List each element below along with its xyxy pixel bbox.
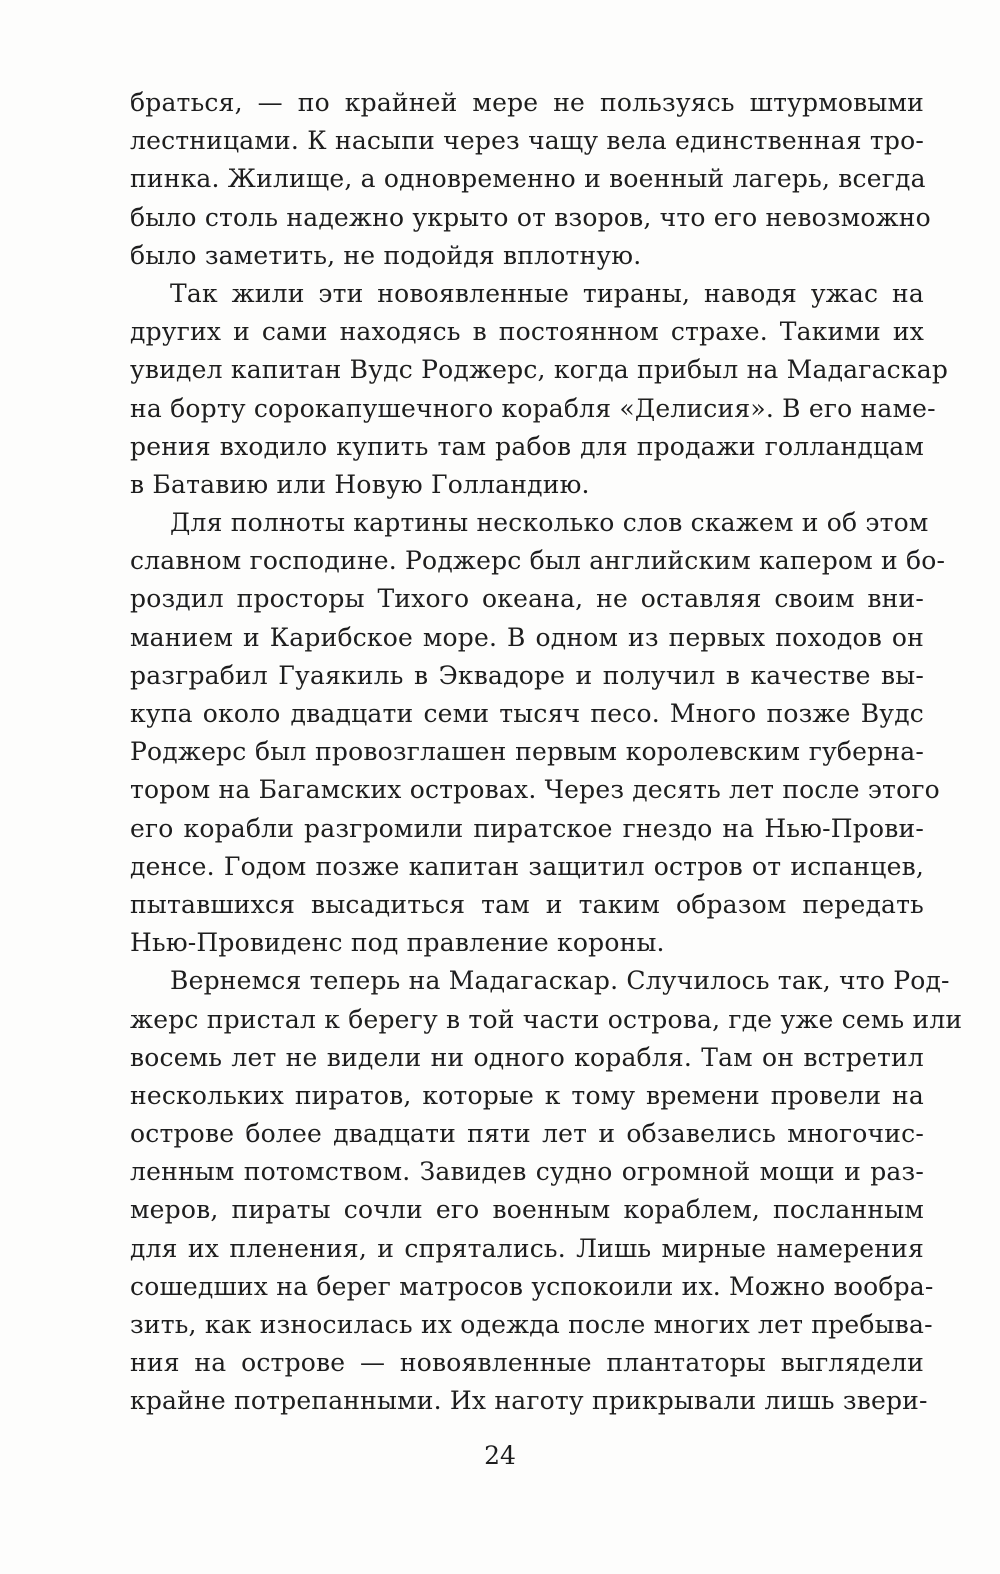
page-number: 24 [484,1441,516,1470]
text-line: крайне потрепанными. Их наготу прикрывали лишь звери- [130,1386,928,1416]
text-line: Нью-Провиденс под правление короны. [130,928,665,958]
text-line: лестницами. К насыпи через чащу вела единственная тро- [130,126,924,156]
text-line: на борту сорокапушечного корабля «Делисия». В его наме- [130,393,936,423]
text-line: пинка. Жилище, а одновременно и военный лагерь, всегда [130,164,926,194]
text-line: тором на Багамских островах. Через десять лет после этого [130,775,940,805]
text-line: для их пленения, и спрятались. Лишь мирные намерения [130,1233,924,1263]
text-line: меров, пираты сочли его военным кораблем, посланным [130,1195,924,1225]
text-line: манием и Карибское море. В одном из первых походов он [130,622,924,652]
paragraph [130,84,931,275]
text-line: сошедших на берег матросов успокоили их. Можно вообра- [130,1271,934,1301]
text-line: разграбил Гуаякиль в Эквадоре и получил в качестве вы- [130,660,924,690]
text-line: рения входило купить там рабов для продажи голландцам [130,431,924,461]
text-line: Так жили эти новоявленные тираны, наводя ужас на [170,278,924,308]
text-line: Вернемся теперь на Мадагаскар. Случилось так, что Род- [170,966,950,996]
text-line: было столь надежно укрыто от взоров, что его невозможно [130,202,931,232]
text-line: других и сами находясь в постоянном страхе. Такими их [130,317,924,347]
text-line: ния на острове — новоявленные плантаторы выглядели [130,1348,924,1378]
text-line: увидел капитан Вудс Роджерс, когда прибыл на Мадагаскар [130,355,949,385]
text-line: Для полноты картины несколько слов скажем и об этом [170,508,929,538]
text-line: жерс пристал к берегу в той части острова, где уже семь или [130,1004,963,1034]
text-line: славном господине. Роджерс был английским капером и бо- [130,546,946,576]
text-line: ленным потомством. Завидев судно огромной мощи и раз- [130,1157,924,1187]
paragraph [130,962,963,1420]
text-line: острове более двадцати пяти лет и обзавелись многочис- [130,1119,924,1149]
text-line: пытавшихся высадиться там и таким образом передать [130,889,924,919]
text-line: нескольких пиратов, которые к тому времени провели на [130,1080,924,1110]
body-text [130,84,963,1421]
text-line: восемь лет не видели ни одного корабля. Там он встретил [130,1042,924,1072]
text-line: Роджерс был провозглашен первым королевским губерна- [130,737,924,767]
text-line: купа около двадцати семи тысяч песо. Много позже Вудс [130,699,924,728]
text-line: денсе. Годом позже капитан защитил остров от испанцев, [130,851,924,881]
text-line: зить, как износилась их одежда после многих лет пребыва- [130,1310,933,1339]
text-line: было заметить, не подойдя вплотную. [130,240,642,270]
paragraph [130,504,946,962]
text-line: его корабли разгромили пиратское гнездо на Нью-Прови- [130,813,924,843]
text-line: браться, — по крайней мере не пользуясь штурмовыми [130,88,924,117]
text-line: роздил просторы Тихого океана, не оставляя своим вни- [130,584,924,614]
text-line: в Батавию или Новую Голландию. [130,469,590,499]
paragraph [130,275,949,504]
